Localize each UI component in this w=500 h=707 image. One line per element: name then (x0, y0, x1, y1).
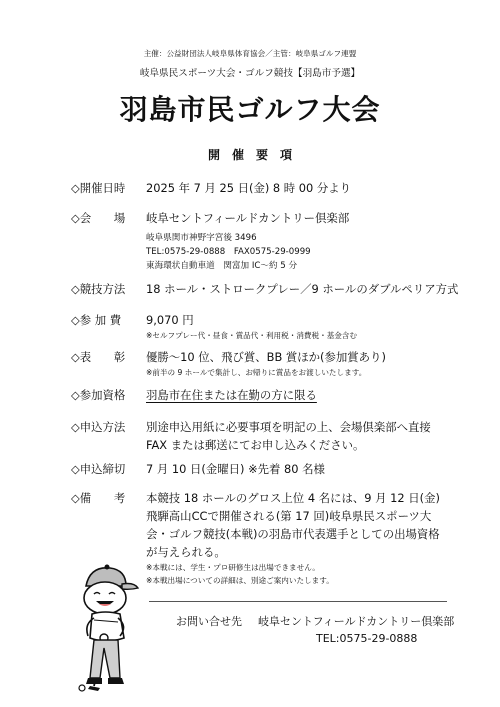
apply-line-1: 別途申込用紙に必要事項を明記の上、会場倶楽部へ直接 (146, 420, 431, 434)
deadline-value: 7 月 10 日(金曜日) ※先着 80 名様 (146, 462, 325, 476)
contact-tel: TEL:0575-29-0888 (316, 632, 418, 645)
deadline-label: ◇申込締切 (71, 462, 126, 476)
fee-note: ※セルフプレー代・昼食・賞品代・利用税・消費税・基金含む (146, 331, 358, 340)
fee-value: 9,070 円 (146, 313, 194, 327)
contact-label: お問い合せ先 (176, 615, 242, 628)
sponsor-line: 主催：公益財団法人岐阜県体育協会／主管：岐阜県ゴルフ連盟 (143, 49, 357, 58)
remarks-note-1: ※本戦には、学生・プロ研修生は出場できません。 (146, 563, 320, 572)
contact-divider (149, 601, 447, 602)
remarks-note-2: ※本戦出場についての詳細は、別途ご案内いたします。 (146, 576, 334, 585)
remarks-label: ◇備 考 (71, 491, 126, 505)
remarks-line-3: 会・ゴルフ競技(本戦)の羽島市代表選手としての出場資格 (146, 527, 440, 541)
date-value: 2025 年 7 月 25 日(金) 8 時 00 分より (146, 181, 352, 195)
venue-access: 東海環状自動車道 関富加 IC～約 5 分 (146, 261, 298, 271)
venue-label: ◇会 場 (71, 211, 126, 225)
golfer-illustration (64, 560, 146, 698)
remarks-line-4: が与えられる。 (146, 545, 226, 559)
awards-note: ※前半の 9 ホールで集計し、お帰りに賞品をお渡しいたします。 (146, 368, 367, 377)
remarks-line-1: 本競技 18 ホールのグロス上位 4 名には、9 月 12 日(金) (146, 491, 440, 505)
fee-label: ◇参 加 費 (71, 313, 122, 327)
venue-address: 岐阜県関市神野字宮後 3496 (146, 233, 257, 243)
event-subtitle: 岐阜県民スポーツ大会・ゴルフ競技【羽島市予選】 (139, 68, 361, 79)
awards-value: 優勝～10 位、飛び賞、BB 賞ほか(参加賞あり) (146, 350, 386, 364)
date-label: ◇開催日時 (71, 181, 126, 195)
apply-line-2: FAX または郵送にてお申し込みください。 (146, 438, 365, 452)
format-value: 18 ホール・ストロークプレー／9 ホールのダブルペリア方式 (146, 282, 459, 296)
venue-value: 岐阜セントフィールドカントリー倶楽部 (146, 211, 350, 225)
contact-name: 岐阜セントフィールドカントリー倶楽部 (258, 615, 455, 628)
format-label: ◇競技方法 (71, 282, 126, 296)
remarks-line-2: 飛騨高山CCで開催される(第 17 回)岐阜県民スポーツ大 (146, 509, 432, 523)
apply-label: ◇申込方法 (71, 420, 126, 434)
awards-label: ◇表 彰 (71, 350, 126, 364)
section-heading: 開催要項 (207, 148, 304, 162)
eligibility-label: ◇参加資格 (71, 388, 126, 402)
eligibility-value: 羽島市在住または在勤の方に限る (146, 388, 317, 402)
venue-phone-fax: TEL:0575-29-0888 FAX0575-29-0999 (146, 247, 311, 257)
event-title: 羽島市民ゴルフ大会 (119, 93, 381, 126)
